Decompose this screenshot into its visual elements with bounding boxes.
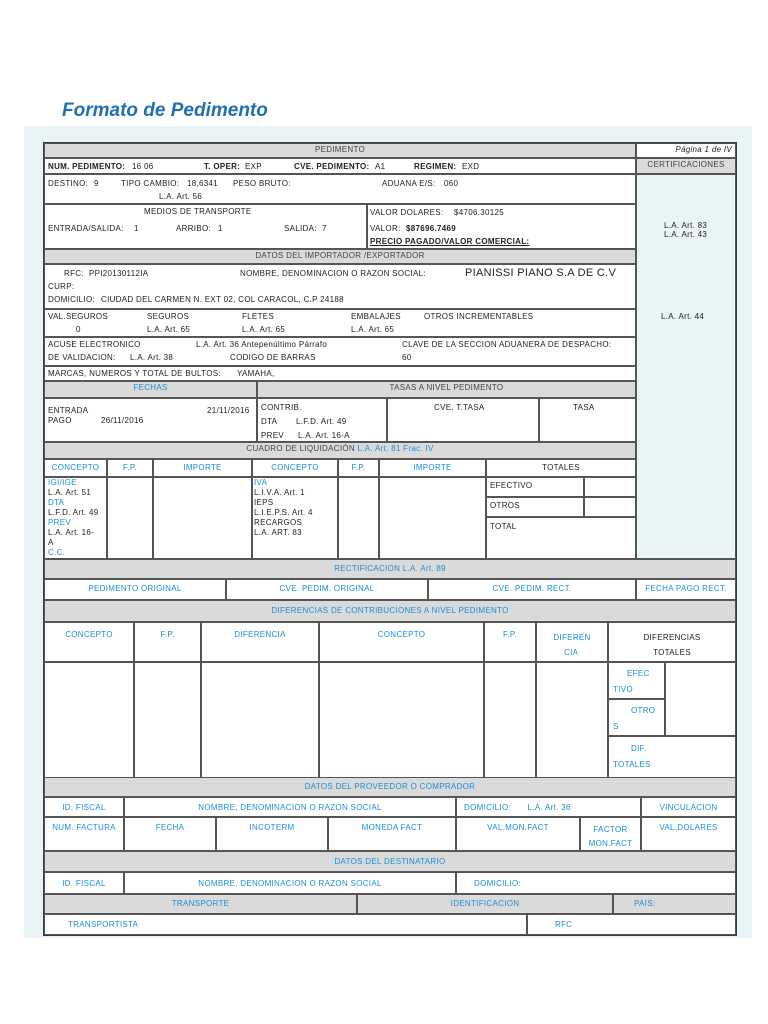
liq-left-line: DTA <box>48 498 65 507</box>
contrib-label: CONTRIB. <box>261 403 302 412</box>
destino-label: DESTINO: <box>48 179 89 188</box>
diferen-text: DIFEREN <box>553 633 591 642</box>
dest-domicilio: DOMICILIO: <box>474 879 522 888</box>
dif-efectivo-cell <box>608 662 665 699</box>
dif-fp-cell <box>134 662 201 783</box>
page-indicator: Página 1 de IV <box>636 143 736 158</box>
efectivo-label: EFECTIVO <box>490 481 533 490</box>
regimen-label: REGIMEN: <box>414 162 457 171</box>
precio-pagado-label: PRECIO PAGADO/VALOR COMERCIAL: <box>370 237 530 246</box>
rectificacion-title: RECTIFICACION <box>334 564 401 573</box>
otros-label: OTROS <box>490 501 520 510</box>
liq-concepto2-header: CONCEPTO <box>252 459 338 477</box>
liq-fp-cell <box>107 477 153 559</box>
seguros-art: L.A. Art. 65 <box>147 325 191 334</box>
liq-mid-line: L.A. ART. 83 <box>254 528 302 537</box>
liq-importe-header: IMPORTE <box>153 459 252 477</box>
liq-left-line: L.F.D. Art. 49 <box>48 508 99 517</box>
prov-moneda: MONEDA FACT <box>328 817 456 851</box>
prov-nombre: NOMBRE, DENOMINACION O RAZON SOCIAL <box>124 797 456 817</box>
dif-totales-line2: TOTALES <box>653 648 691 657</box>
embalajes-label: EMBALAJES <box>351 312 401 321</box>
seguros-row <box>44 309 636 337</box>
dif-diferencia-cell <box>201 662 319 783</box>
pedimento-original: PEDIMENTO ORIGINAL <box>44 579 226 600</box>
codigo-barras-label: CODIGO DE BARRAS <box>230 353 316 362</box>
cve-pedim-rect: CVE. PEDIM. RECT. <box>428 579 636 600</box>
destino-value: 9 <box>94 179 99 188</box>
liq-mid-list <box>254 478 313 538</box>
factor-line1: FACTOR <box>593 825 628 834</box>
acuse-label: ACUSE ELECTRONICO <box>48 340 141 349</box>
fechas-box <box>44 398 257 442</box>
destinatario-header: DATOS DEL DESTINATARIO <box>44 851 736 872</box>
val-seguros-value: 0 <box>76 325 81 334</box>
liq-mid-line: L.I.E.P.S. Art. 4 <box>254 508 313 517</box>
liq-importe2-header: IMPORTE <box>379 459 486 477</box>
liq-left-line: L.A. Art. 16- <box>48 528 95 537</box>
de-validacion-art: L.A. Art. 38 <box>130 353 174 362</box>
dif-concepto-header: CONCEPTO <box>44 622 134 662</box>
prov-id-fiscal: ID. FISCAL <box>44 797 124 817</box>
otro-text: OTRO <box>631 706 656 715</box>
rectificacion-art: L.A. Art. 89 <box>402 564 446 573</box>
tivo-text: TIVO <box>613 685 633 694</box>
toper-value: EXP <box>245 162 262 171</box>
efec-text: EFEC <box>627 669 650 678</box>
cve-pedim-original: CVE. PEDIM. ORIGINAL <box>226 579 428 600</box>
pedimento-header: PEDIMENTO <box>44 143 636 158</box>
pais-header: PAIS: <box>613 894 736 914</box>
total-label: TOTAL <box>490 522 517 531</box>
domicilio-label: DOMICILIO: <box>48 295 96 304</box>
entrada-salida-label: ENTRADA/SALIDA: <box>48 224 124 233</box>
de-validacion-label: DE VALIDACION: <box>48 353 116 362</box>
liq-left-line: A <box>48 538 54 547</box>
dif-totales-text: TOTALES <box>613 760 651 769</box>
dif-totales-value-cell <box>665 662 736 736</box>
transporte-rfc-label: RFC <box>555 920 573 929</box>
dif-otros-cell <box>608 699 665 736</box>
liq-fp-header: F.P. <box>107 459 153 477</box>
toper-label: T. OPER: <box>204 162 241 171</box>
fechas-header: FECHAS <box>44 381 257 398</box>
identificacion-header: IDENTIFICACION <box>357 894 613 914</box>
tipo-cambio-label: TIPO CAMBIO: <box>121 179 180 188</box>
dest-nombre: NOMBRE, DENOMINACION O RAZON SOCIAL <box>124 872 456 894</box>
otros-incrementables-label: OTROS INCREMENTABLES <box>424 312 534 321</box>
rfc-cell <box>527 914 736 935</box>
cia-text: CIA <box>564 648 579 657</box>
seguros-label: SEGUROS <box>147 312 190 321</box>
dif-totales-line1: DIFERENCIAS <box>643 633 701 642</box>
cert-art-43: L.A. Art. 43 <box>664 230 708 239</box>
marcas-value: YAMAHA, <box>237 369 275 378</box>
cert-art-44: L.A. Art. 44 <box>661 312 705 321</box>
marcas-label: MARCAS, NUMEROS Y TOTAL DE BULTOS: <box>48 369 221 378</box>
prov-domicilio-cell <box>456 797 641 817</box>
fletes-label: FLETES <box>242 312 275 321</box>
liq-mid-line: IEPS <box>254 498 274 507</box>
liq-left-line: L.A. Art. 51 <box>48 488 92 497</box>
dif-totales-header <box>608 622 736 662</box>
dif-diferencia2-header <box>536 622 608 662</box>
prov-vinculacion: VINCULACION <box>641 797 736 817</box>
val-seguros-label: VAL.SEGUROS <box>48 312 109 321</box>
liq-fp2-cell <box>338 477 379 559</box>
arribo-value: 1 <box>218 224 223 233</box>
fecha-entrada-value: 21/11/2016 <box>207 406 250 415</box>
fecha-entrada-label: ENTRADA <box>48 406 89 415</box>
liq-mid-line: RECARGOS <box>254 518 303 527</box>
prov-domicilio: DOMICILIO: <box>464 803 512 812</box>
valor-label: VALOR: <box>370 224 401 233</box>
liq-left-list <box>48 478 98 558</box>
regimen-value: EXD <box>462 162 480 171</box>
salida-label: SALIDA: <box>284 224 317 233</box>
dif-fp2-header: F.P. <box>484 622 536 662</box>
dif-fp-header: F.P. <box>134 622 201 662</box>
prov-val-dolares: VAL.DOLARES <box>641 817 736 851</box>
certificaciones-header: CERTIFICACIONES <box>636 158 736 174</box>
liq-importe-cell <box>153 477 252 559</box>
curp-label: CURP: <box>48 282 75 291</box>
prov-fecha: FECHA <box>124 817 216 851</box>
liq-left-line: PREV <box>48 518 71 527</box>
embalajes-art: L.A. Art. 65 <box>351 325 395 334</box>
aduana-label: ADUANA E/S: <box>382 179 436 188</box>
dif-text: DIF. <box>631 744 647 753</box>
entrada-salida-value: 1 <box>134 224 139 233</box>
prov-factor <box>580 817 641 851</box>
liq-left-line: C.C. <box>48 548 66 557</box>
s-text: S <box>613 722 619 731</box>
clave-seccion-label: CLAVE DE LA SECCION ADUANERA DE DESPACHO: <box>402 340 612 349</box>
dest-id-fiscal: ID. FISCAL <box>44 872 124 894</box>
codigo-barras-value: 60 <box>402 353 412 362</box>
liq-totales-header: TOTALES <box>486 459 636 477</box>
efectivo-value-cell <box>584 477 636 497</box>
prov-incoterm: INCOTERM <box>216 817 328 851</box>
liq-left-line: IGI/IGE <box>48 478 77 487</box>
num-pedimento-label: NUM. PEDIMENTO: <box>48 162 126 171</box>
arribo-label: ARRIBO: <box>176 224 211 233</box>
fecha-pago-value: 26/11/2016 <box>101 416 144 425</box>
dif-diferencia2-cell <box>536 662 608 783</box>
nombre-value: PIANISSI PIANO S.A DE C.V <box>465 267 617 279</box>
nombre-label: NOMBRE, DENOMINACION O RAZON SOCIAL: <box>240 269 426 278</box>
cve-pedimento-label: CVE. PEDIMENTO: <box>294 162 370 171</box>
document-title: Formato de Pedimento <box>62 100 268 121</box>
dta-label: DTA <box>261 417 278 426</box>
valor-value: $87696.7469 <box>406 224 457 233</box>
liq-fp2-header: F.P. <box>338 459 379 477</box>
proveedor-header: DATOS DEL PROVEEDOR O COMPRADOR <box>44 777 736 797</box>
transporte-header: TRANSPORTE <box>44 894 357 914</box>
dest-domicilio-cell <box>456 872 736 894</box>
aduana-value: 060 <box>444 179 459 188</box>
factor-line2: MON.FACT <box>588 839 633 848</box>
liq-mid-line: L.I.V.A. Art. 1 <box>254 488 305 497</box>
tipo-cambio-value: 18,6341 <box>187 179 219 188</box>
liq-importe2-cell <box>379 477 486 559</box>
liquidacion-art: L.A. Art. 81 Frac. IV <box>357 444 434 453</box>
num-pedimento-value: 16 06 <box>132 162 154 171</box>
transportista-cell <box>44 914 527 935</box>
liquidacion-title: CUADRO DE LIQUIDACIÓN <box>246 444 355 453</box>
tasa-label: TASA <box>573 403 595 412</box>
prev-art: L.A. Art. 16-A <box>298 431 350 440</box>
dif-concepto-cell <box>44 662 134 783</box>
liquidacion-header <box>44 442 636 459</box>
acuse-art: L.A. Art. 36 Antepenúltimo Párrafo <box>196 340 328 349</box>
diferencias-header: DIFERENCIAS DE CONTRIBUCIONES A NIVEL PEDIMENTO <box>44 600 736 622</box>
prev-label: PREV <box>261 431 284 440</box>
art-56: L.A. Art. 56 <box>159 192 203 201</box>
dif-concepto2-cell <box>319 662 484 783</box>
dif-concepto2-header: CONCEPTO <box>319 622 484 662</box>
cve-pedimento-value: A1 <box>375 162 386 171</box>
prov-val-mon: VAL.MON.FACT <box>456 817 580 851</box>
cve-tasa-label: CVE. T.TASA <box>434 403 485 412</box>
prov-num-factura: NUM. FACTURA <box>44 817 124 851</box>
rfc-label: RFC: <box>64 269 84 278</box>
otros-value-cell <box>584 497 636 517</box>
dif-totales-cell <box>608 736 736 783</box>
valor-dolares-label: VALOR DOLARES: <box>370 208 444 217</box>
peso-bruto-label: PESO BRUTO: <box>233 179 291 188</box>
rfc-value: PPI20130112IA <box>89 269 149 278</box>
domicilio-value: CIUDAD DEL CARMEN N. EXT 02, COL CARACOL, C.P 24188 <box>101 295 344 304</box>
fecha-pago-rect: FECHA PAGO RECT. <box>636 579 736 600</box>
fletes-art: L.A. Art. 65 <box>242 325 286 334</box>
valor-dolares-value: $4706.30125 <box>454 208 505 217</box>
importador-header: DATOS DEL IMPORTADOR /EXPORTADOR <box>44 249 636 264</box>
transportista-label: TRANSPORTISTA <box>68 920 139 929</box>
fecha-pago-label: PAGO <box>48 416 72 425</box>
dif-diferencia-header: DIFERENCIA <box>201 622 319 662</box>
salida-value: 7 <box>322 224 327 233</box>
medios-title: MEDIOS DE TRANSPORTE <box>144 207 252 216</box>
liq-concepto-header: CONCEPTO <box>44 459 107 477</box>
liq-mid-line: IVA <box>254 478 268 487</box>
prov-domicilio-art: L.A. Art. 36 <box>527 803 571 812</box>
tasas-header: TASAS A NIVEL PEDIMENTO <box>257 381 636 398</box>
pedimento-form <box>43 142 737 936</box>
dif-fp2-cell <box>484 662 536 783</box>
cert-art-83: L.A. Art. 83 <box>664 221 708 230</box>
rectificacion-header <box>44 559 736 579</box>
dta-art: L.F.D. Art. 49 <box>296 417 347 426</box>
